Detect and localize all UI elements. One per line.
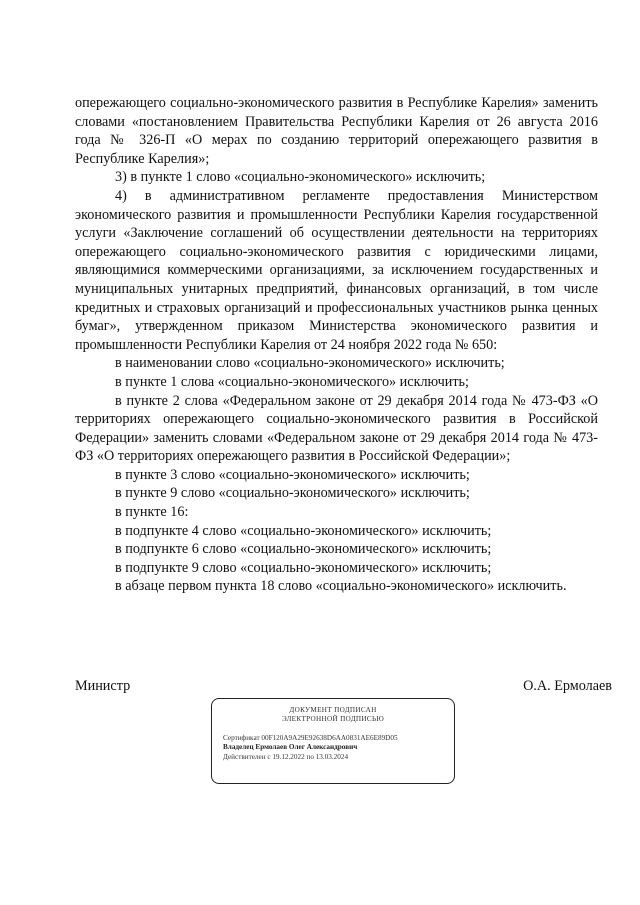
signature-name: О.А. Ермолаев xyxy=(523,678,612,694)
stamp-header xyxy=(212,706,454,725)
paragraph-11: в подпункте 6 слово «социально-экономического» исключить; xyxy=(115,541,492,558)
document-body xyxy=(75,94,598,596)
stamp-details xyxy=(212,734,454,762)
stamp-owner: Владелец Ермолаев Олег Александрович xyxy=(223,743,358,752)
paragraph-6: в пункте 2 слова «Федеральном законе от 29 декабря 2014 года № 473-ФЗ «О территориях опережающего социально-экономического развития в Российской Федерации» заменить словами «Федеральном законе от 29 декабря 2014 года № 473-ФЗ «О территориях опережающего развития в Российской Федерации»; xyxy=(75,392,598,465)
signature-position: Министр xyxy=(75,678,131,694)
paragraph-7: в пункте 3 слово «социально-экономического» исключить; xyxy=(115,466,470,483)
paragraph-8: в пункте 9 слово «социально-экономического» исключить; xyxy=(115,485,470,502)
electronic-signature-stamp xyxy=(211,698,455,784)
paragraph-5: в пункте 1 слова «социально-экономического» исключить; xyxy=(115,373,469,390)
paragraph-13: в абзаце первом пункта 18 слово «социально-экономического» исключить. xyxy=(115,578,567,595)
paragraph-9: в пункте 16: xyxy=(115,504,189,521)
paragraph-3: 4) в административном регламенте предоставления Министерством экономического развития и промышленности Республики Карелия государственной услуги «Заключение соглашений об осуществлении деятельности на территориях опережающего социально-экономического развития с юридическими лицами, являющимися коммерческими организациями, за исключением государственных и муниципальных унитарных предприятий, финансовых организаций, в том числе кредитных и страховых организаций и профессиональных участников рынка ценных бумаг», утвержденном приказом Министерства экономического развития и промышленности Республики Карелия от 24 ноября 2022 года № 650: xyxy=(75,187,598,353)
stamp-validity: Действителен с 19.12.2022 по 13.03.2024 xyxy=(223,752,349,761)
paragraph-1: опережающего социально-экономического развития в Республике Карелия» заменить словами «постановлением Правительства Республики Карелия от 26 августа 2016 года № 326-П «О мерах по созданию территорий опережающего развития в Республике Карелия»; xyxy=(75,95,598,167)
stamp-title-line-2: ЭЛЕКТРОННОЙ ПОДПИСЬЮ xyxy=(281,715,385,724)
paragraph-4: в наименовании слово «социально-экономического» исключить; xyxy=(115,355,505,372)
stamp-title-line-1: ДОКУМЕНТ ПОДПИСАН xyxy=(289,706,377,714)
paragraph-12: в подпункте 9 слово «социально-экономического» исключить; xyxy=(115,559,492,576)
stamp-certificate: Сертификат 00F120A9A29E92638D6AA0831AE6E89D05 xyxy=(223,733,398,742)
paragraph-2: 3) в пункте 1 слово «социально-экономического» исключить; xyxy=(115,169,486,186)
paragraph-10: в подпункте 4 слово «социально-экономического» исключить; xyxy=(115,522,492,539)
